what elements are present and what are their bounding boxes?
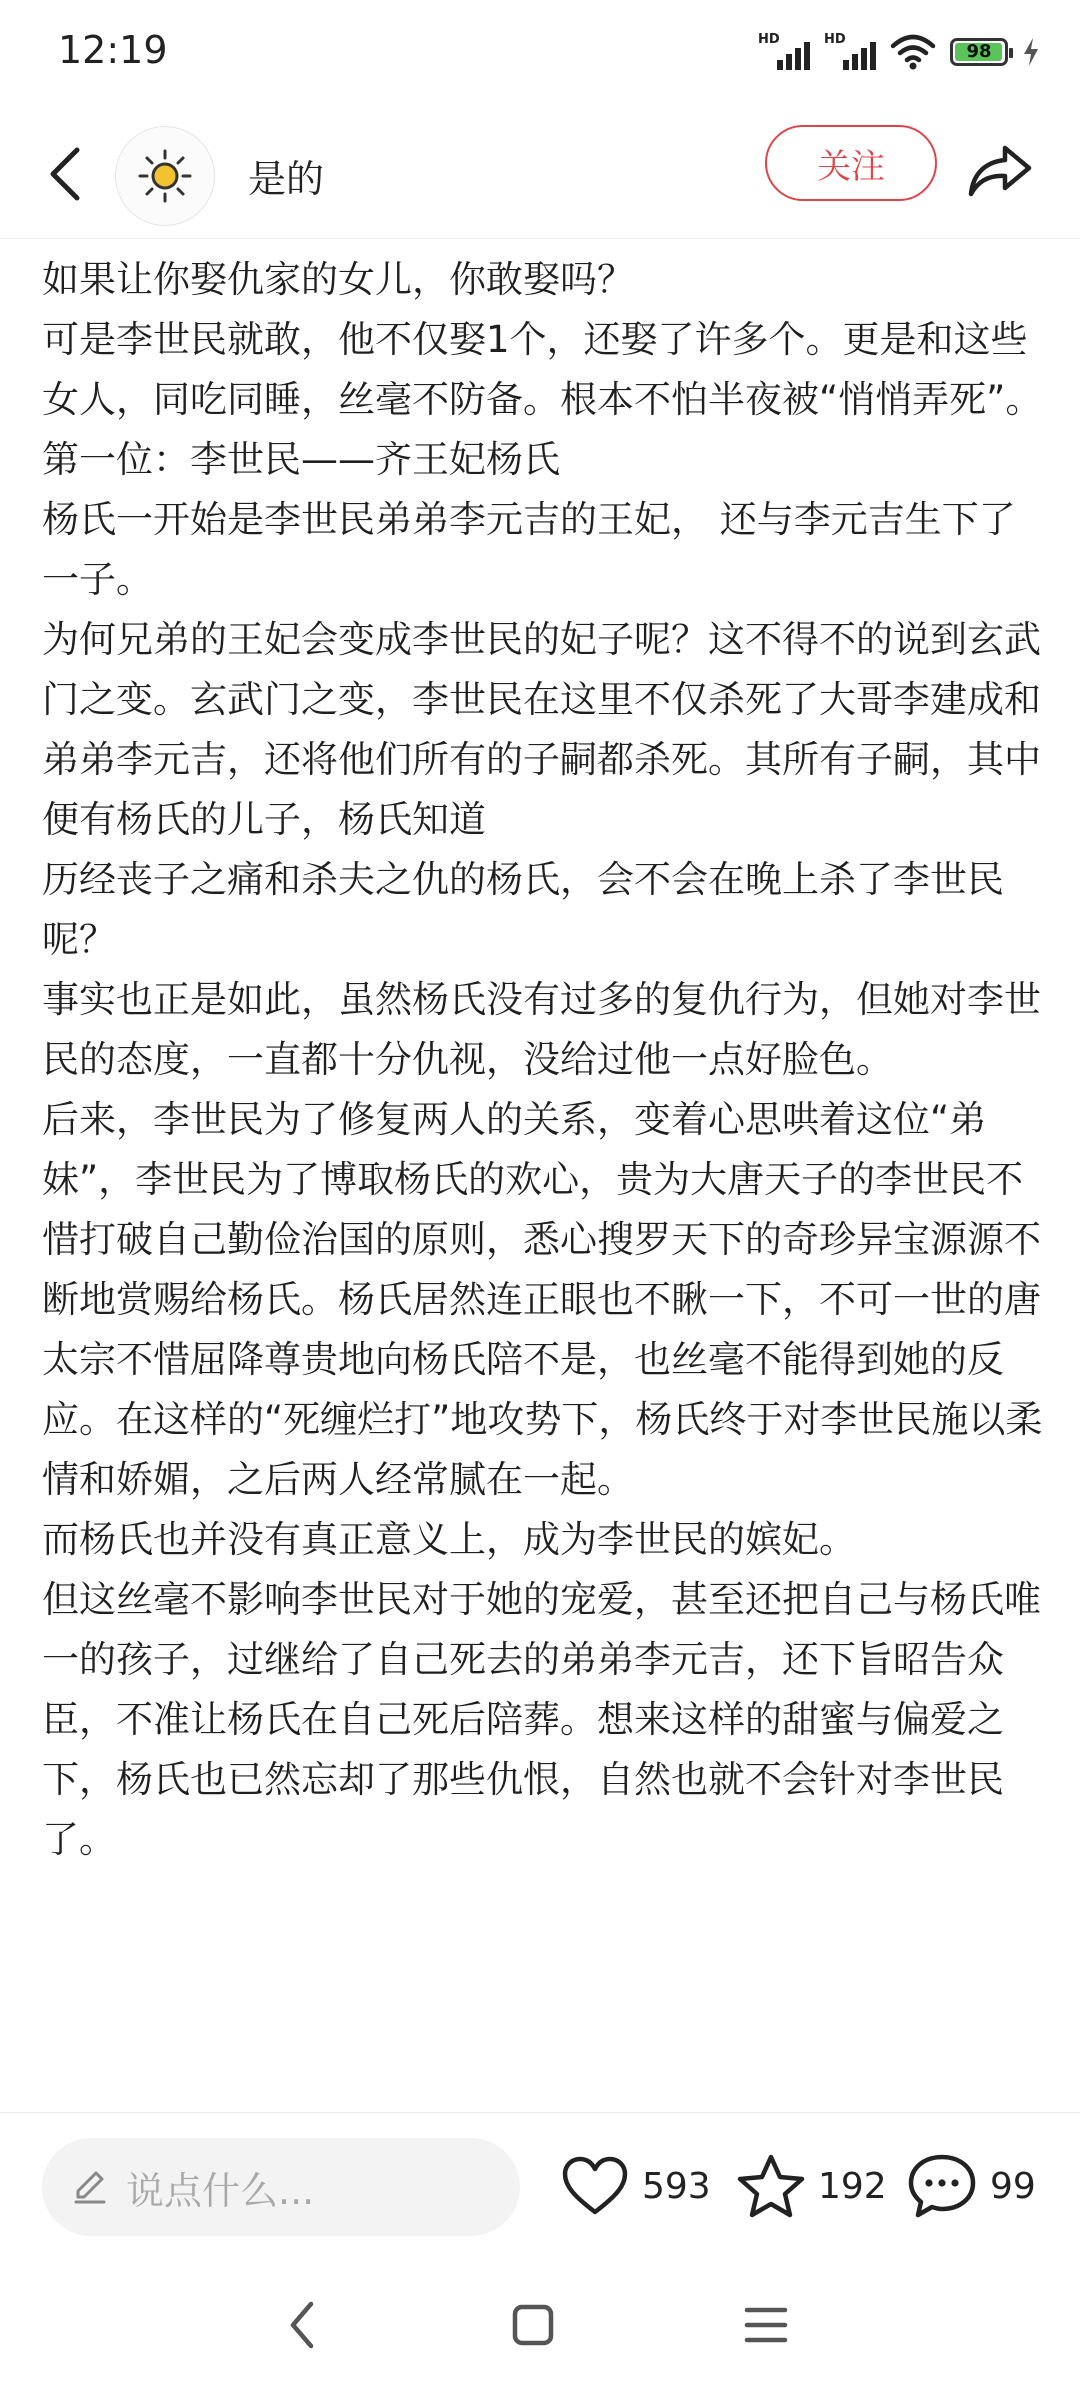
favorite-button[interactable] — [736, 2141, 887, 2231]
nav-home-button[interactable] — [493, 2285, 573, 2365]
wifi-icon — [890, 34, 936, 70]
status-icons — [758, 30, 1040, 74]
article-paragraph: 可是李世民就敢，他不仅娶1个，还娶了许多个。更是和这些女人，同吃同睡，丝毫不防备。根本不怕半夜被“悄悄弄死”。 — [42, 318, 1043, 421]
signal-icon — [758, 32, 810, 72]
article-paragraph: 第一位：李世民——齐王妃杨氏 — [42, 438, 560, 481]
article-paragraph: 而杨氏也并没有真正意义上，成为李世民的嫔妃。 — [42, 1518, 856, 1561]
comment-placeholder: 说点什么... — [126, 2168, 315, 2213]
post-header — [0, 110, 1080, 239]
favorite-count: 192 — [818, 2165, 887, 2207]
action-bar — [0, 2112, 1080, 2248]
nav-home-icon — [511, 2303, 555, 2347]
nav-menu-icon — [743, 2304, 789, 2346]
star-icon — [736, 2153, 806, 2219]
nav-back-icon — [287, 2300, 317, 2350]
author-name[interactable]: 是的 — [248, 157, 325, 201]
battery-level: 98 — [966, 41, 992, 62]
article-paragraph: 为何兄弟的王妃会变成李世民的妃子呢？这不得不的说到玄武门之变。玄武门之变，李世民在这里不仅杀死了大哥李建成和弟弟李元吉，还将他们所有的子嗣都杀死。其所有子嗣，其中便有杨氏的儿子，杨氏知道 — [42, 618, 1041, 841]
share-icon — [967, 142, 1033, 198]
heart-icon — [560, 2154, 630, 2218]
battery-icon — [950, 38, 1008, 66]
share-button[interactable] — [960, 130, 1040, 210]
comment-button[interactable] — [906, 2141, 1036, 2231]
article-paragraph: 事实也正是如此，虽然杨氏没有过多的复仇行为，但她对李世民的态度，一直都十分仇视，没给过他一点好脸色。 — [42, 978, 1041, 1081]
status-bar — [0, 0, 1080, 105]
system-nav-bar — [0, 2250, 1080, 2400]
nav-back-button[interactable] — [262, 2285, 342, 2365]
nav-menu-button[interactable] — [726, 2285, 806, 2365]
article-paragraph: 历经丧子之痛和杀夫之仇的杨氏，会不会在晚上杀了李世民呢？ — [42, 858, 1004, 961]
like-button[interactable] — [560, 2141, 711, 2231]
comment-count: 99 — [990, 2165, 1036, 2207]
charging-icon — [1022, 37, 1040, 67]
clock: 12:19 — [58, 28, 168, 72]
comment-bubble-icon — [906, 2152, 978, 2220]
article-paragraph: 后来，李世民为了修复两人的关系，变着心思哄着这位“弟妹”，李世民为了博取杨氏的欢心，贵为大唐天子的李世民不惜打破自己勤俭治国的原则，悉心搜罗天下的奇珍异宝源源不断地赏赐给杨氏。杨氏居然连正眼也不瞅一下，不可一世的唐太宗不惜屈降尊贵地向杨氏陪不是，也丝毫不能得到她的反应。在这样的“死缠烂打”地攻势下，杨氏终于对李世民施以柔情和娇媚，之后两人经常腻在一起。 — [42, 1098, 1043, 1501]
sim2-hd-label: HD — [824, 32, 846, 47]
like-count: 593 — [642, 2165, 711, 2207]
signal-icon — [824, 32, 876, 72]
follow-button[interactable]: 关注 — [765, 125, 937, 201]
article-paragraph: 杨氏一开始是李世民弟弟李元吉的王妃， 还与李元吉生下了一子。 — [42, 498, 1016, 601]
comment-input[interactable] — [42, 2138, 520, 2236]
back-button[interactable] — [30, 134, 100, 214]
avatar[interactable] — [115, 126, 215, 226]
article-paragraph: 如果让你娶仇家的女儿，你敢娶吗？ — [42, 258, 634, 301]
sim1-hd-label: HD — [758, 32, 780, 47]
article-paragraph: 但这丝毫不影响李世民对于她的宠爱，甚至还把自己与杨氏唯一的孩子，过继给了自己死去的弟弟李元吉，还下旨昭告众臣，不准让杨氏在自己死后陪葬。想来这样的甜蜜与偏爱之下，杨氏也已然忘却了那些仇恨，自然也就不会针对李世民了。 — [42, 1578, 1041, 1861]
sun-avatar-icon — [137, 148, 193, 204]
article-body — [42, 250, 1052, 2100]
back-icon — [45, 146, 85, 202]
pencil-icon — [70, 2167, 110, 2207]
